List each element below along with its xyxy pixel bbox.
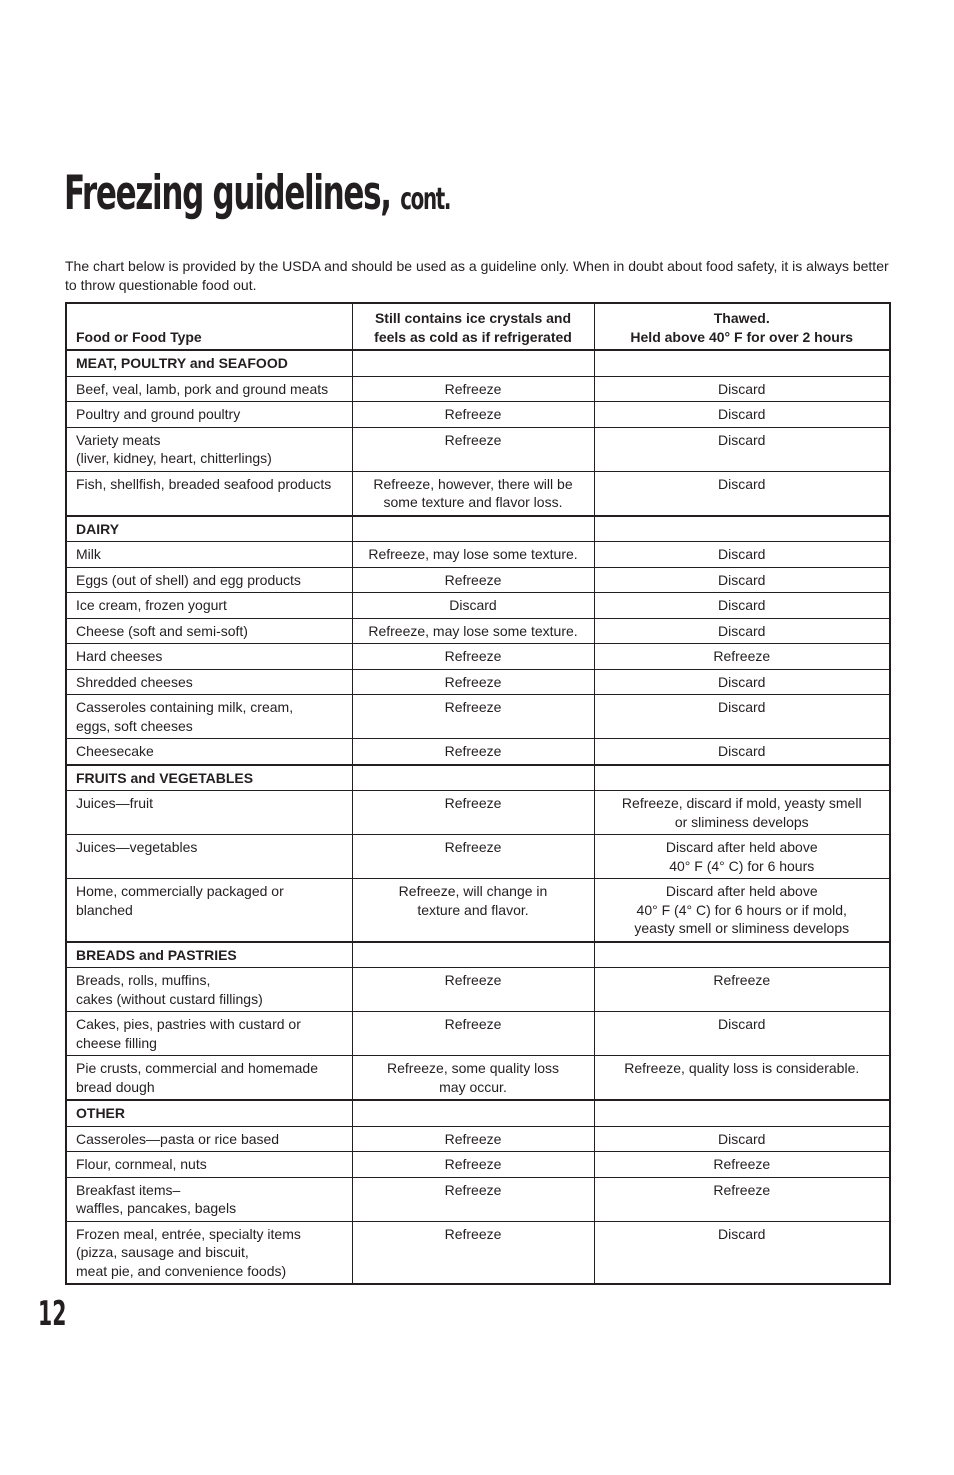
food-type-cell: Cakes, pies, pastries with custard or cheese filling	[66, 1012, 352, 1056]
thawed-cell: Refreeze	[594, 644, 890, 670]
thawed-cell: Discard	[594, 542, 890, 568]
food-type-cell: Juices—vegetables	[66, 835, 352, 879]
table-row	[66, 427, 890, 471]
ice-crystals-cell: Refreeze	[352, 427, 594, 471]
food-type-cell: Frozen meal, entrée, specialty items (pizza, sausage and biscuit, meat pie, and convenience foods)	[66, 1221, 352, 1284]
food-type-cell: Pie crusts, commercial and homemade bread dough	[66, 1056, 352, 1101]
ice-crystals-cell: Refreeze	[352, 791, 594, 835]
thawed-cell: Discard	[594, 1221, 890, 1284]
table-row	[66, 1126, 890, 1152]
ice-crystals-cell: Refreeze	[352, 1012, 594, 1056]
empty-cell	[594, 516, 890, 542]
intro-paragraph: The chart below is provided by the USDA and should be used as a guideline only. When in doubt about food safety, it is always better to throw questionable food out.	[65, 258, 889, 293]
food-type-cell: Cheesecake	[66, 739, 352, 765]
table-row	[66, 1221, 890, 1284]
title-suffix: cont.	[400, 182, 451, 217]
header-ice-crystals: Still contains ice crystals and feels as cold as if refrigerated	[352, 303, 594, 350]
food-type-cell: Casseroles—pasta or rice based	[66, 1126, 352, 1152]
table-row	[66, 669, 890, 695]
ice-crystals-cell: Refreeze	[352, 968, 594, 1012]
thawed-cell: Discard	[594, 427, 890, 471]
ice-crystals-cell: Refreeze	[352, 1177, 594, 1221]
table-row	[66, 593, 890, 619]
table-row	[66, 968, 890, 1012]
ice-crystals-cell: Refreeze	[352, 695, 594, 739]
ice-crystals-cell: Refreeze	[352, 567, 594, 593]
thawed-cell: Refreeze, quality loss is considerable.	[594, 1056, 890, 1101]
empty-cell	[352, 1100, 594, 1126]
empty-cell	[352, 942, 594, 968]
thawed-cell: Discard	[594, 695, 890, 739]
food-type-cell: Poultry and ground poultry	[66, 402, 352, 428]
food-type-cell: Beef, veal, lamb, pork and ground meats	[66, 376, 352, 402]
section-header-row	[66, 1100, 890, 1126]
section-name: BREADS and PASTRIES	[66, 942, 352, 968]
food-type-cell: Cheese (soft and semi-soft)	[66, 618, 352, 644]
empty-cell	[352, 765, 594, 791]
section-header-row	[66, 765, 890, 791]
food-type-cell: Fish, shellfish, breaded seafood products	[66, 471, 352, 516]
section-name: DAIRY	[66, 516, 352, 542]
empty-cell	[352, 516, 594, 542]
table-row	[66, 402, 890, 428]
thawed-cell: Discard	[594, 618, 890, 644]
thawed-cell: Discard	[594, 593, 890, 619]
empty-cell	[594, 1100, 890, 1126]
ice-crystals-cell: Refreeze	[352, 402, 594, 428]
table-row	[66, 879, 890, 942]
table-row	[66, 567, 890, 593]
thawed-cell: Discard	[594, 567, 890, 593]
food-type-cell: Casseroles containing milk, cream, eggs, soft cheeses	[66, 695, 352, 739]
food-type-cell: Breakfast items– waffles, pancakes, bagels	[66, 1177, 352, 1221]
table-row	[66, 618, 890, 644]
food-type-cell: Hard cheeses	[66, 644, 352, 670]
ice-crystals-cell: Refreeze, may lose some texture.	[352, 618, 594, 644]
table-body	[66, 350, 890, 1284]
page-number: 12	[38, 1294, 67, 1334]
table-row	[66, 1152, 890, 1178]
page-title	[64, 166, 451, 221]
ice-crystals-cell: Refreeze	[352, 669, 594, 695]
empty-cell	[352, 350, 594, 376]
thawed-cell: Discard after held above 40° F (4° C) for 6 hours	[594, 835, 890, 879]
table-row	[66, 1177, 890, 1221]
section-header-row	[66, 942, 890, 968]
ice-crystals-cell: Refreeze	[352, 739, 594, 765]
ice-crystals-cell: Refreeze	[352, 644, 594, 670]
food-type-cell: Juices—fruit	[66, 791, 352, 835]
section-name: OTHER	[66, 1100, 352, 1126]
thawed-cell: Discard	[594, 1126, 890, 1152]
food-type-cell: Milk	[66, 542, 352, 568]
section-name: MEAT, POULTRY and SEAFOOD	[66, 350, 352, 376]
header-thawed: Thawed. Held above 40° F for over 2 hours	[594, 303, 890, 350]
food-type-cell: Shredded cheeses	[66, 669, 352, 695]
food-type-cell: Home, commercially packaged or blanched	[66, 879, 352, 942]
table-row	[66, 1012, 890, 1056]
header-food-type: Food or Food Type	[66, 303, 352, 350]
empty-cell	[594, 942, 890, 968]
ice-crystals-cell: Refreeze	[352, 376, 594, 402]
table-row	[66, 471, 890, 516]
table-header-row	[66, 303, 890, 350]
food-type-cell: Variety meats (liver, kidney, heart, chitterlings)	[66, 427, 352, 471]
empty-cell	[594, 765, 890, 791]
thawed-cell: Refreeze	[594, 968, 890, 1012]
table-row	[66, 1056, 890, 1101]
ice-crystals-cell: Refreeze	[352, 1126, 594, 1152]
food-type-cell: Eggs (out of shell) and egg products	[66, 567, 352, 593]
section-header-row	[66, 350, 890, 376]
ice-crystals-cell: Refreeze, however, there will be some texture and flavor loss.	[352, 471, 594, 516]
table-row	[66, 542, 890, 568]
thawed-cell: Refreeze, discard if mold, yeasty smell or sliminess develops	[594, 791, 890, 835]
food-type-cell: Flour, cornmeal, nuts	[66, 1152, 352, 1178]
ice-crystals-cell: Refreeze	[352, 1152, 594, 1178]
table-row	[66, 695, 890, 739]
thawed-cell: Discard	[594, 669, 890, 695]
ice-crystals-cell: Refreeze, will change in texture and flavor.	[352, 879, 594, 942]
thawed-cell: Discard	[594, 376, 890, 402]
ice-crystals-cell: Discard	[352, 593, 594, 619]
table-row	[66, 644, 890, 670]
food-type-cell: Ice cream, frozen yogurt	[66, 593, 352, 619]
ice-crystals-cell: Refreeze	[352, 835, 594, 879]
table-row	[66, 835, 890, 879]
thawed-cell: Discard after held above 40° F (4° C) for 6 hours or if mold, yeasty smell or sliminess develops	[594, 879, 890, 942]
ice-crystals-cell: Refreeze, some quality loss may occur.	[352, 1056, 594, 1101]
table-row	[66, 739, 890, 765]
thawed-cell: Refreeze	[594, 1152, 890, 1178]
thawed-cell: Discard	[594, 1012, 890, 1056]
title-main: Freezing guidelines,	[64, 166, 391, 221]
empty-cell	[594, 350, 890, 376]
thawed-cell: Discard	[594, 739, 890, 765]
table-row	[66, 791, 890, 835]
ice-crystals-cell: Refreeze, may lose some texture.	[352, 542, 594, 568]
section-header-row	[66, 516, 890, 542]
thawed-cell: Discard	[594, 471, 890, 516]
freezing-guidelines-table	[65, 302, 891, 1285]
food-type-cell: Breads, rolls, muffins, cakes (without custard fillings)	[66, 968, 352, 1012]
ice-crystals-cell: Refreeze	[352, 1221, 594, 1284]
thawed-cell: Discard	[594, 402, 890, 428]
table-row	[66, 376, 890, 402]
section-name: FRUITS and VEGETABLES	[66, 765, 352, 791]
thawed-cell: Refreeze	[594, 1177, 890, 1221]
